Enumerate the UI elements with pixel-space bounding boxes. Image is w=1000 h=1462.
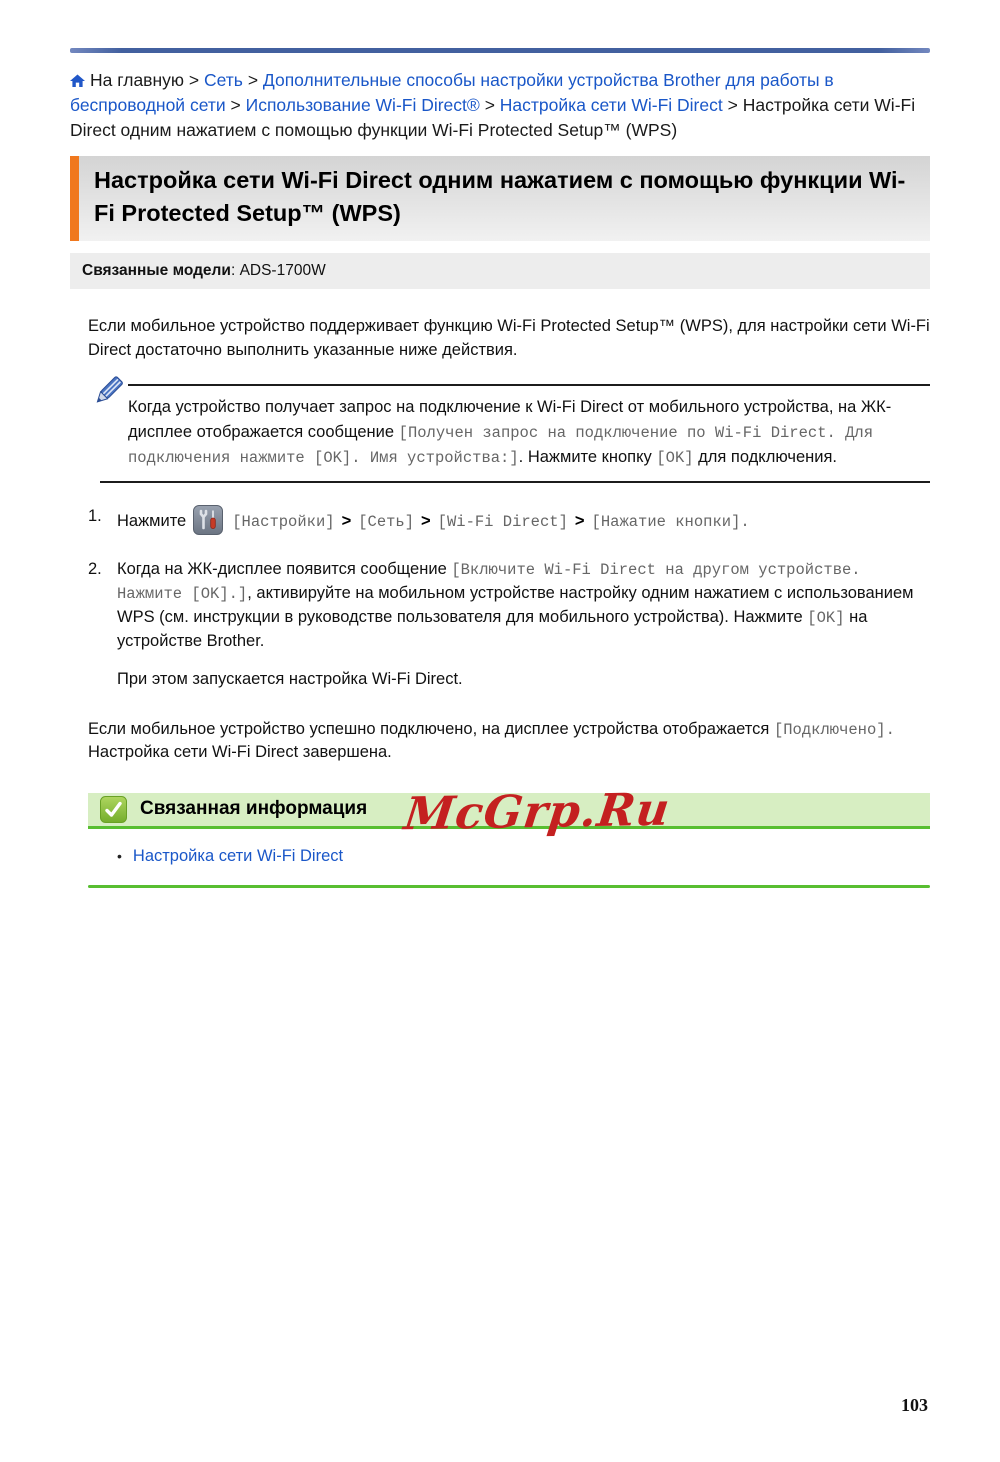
step-1-pre: Нажмите	[117, 512, 187, 531]
breadcrumb-separator: >	[188, 70, 200, 90]
closing-seg2: Настройка сети Wi-Fi Direct завершена.	[88, 743, 392, 762]
breadcrumb-current-page: Настройка сети Wi-Fi Direct одним нажатием с помощью функции Wi-Fi Protected Setup™ (WPS)	[70, 94, 916, 140]
bullet-marker: •	[117, 847, 122, 864]
settings-icon	[193, 505, 223, 543]
step-2-seg1: Когда на ЖК-дисплее появится сообщение	[117, 560, 452, 579]
page-number: 103	[901, 1395, 928, 1415]
closing-seg1: Если мобильное устройство успешно подключено, на дисплее устройства отображается	[88, 719, 774, 738]
related-info-title: Связанная информация	[140, 798, 368, 820]
menu-separator: >	[574, 512, 585, 531]
page-title: Настройка сети Wi-Fi Direct одним нажатием с помощью функции Wi-Fi Protected Setup™ (WPS)	[70, 156, 930, 242]
intro-paragraph: Если мобильное устройство поддерживает функцию Wi-Fi Protected Setup™ (WPS), для настройки сети Wi-Fi Direct достаточно выполнить указанные ниже действия.	[88, 317, 930, 359]
watermark-text: McGrp.Ru	[401, 782, 674, 841]
note-seg3: для подключения.	[693, 448, 837, 467]
breadcrumb-link-network[interactable]: Сеть	[204, 70, 243, 90]
note-seg1: Когда устройство получает запрос на подключение к Wi-Fi Direct от мобильного устройства, на ЖК-дисплее отображается сообщение	[128, 398, 892, 441]
related-link-item	[117, 847, 930, 866]
checkmark-icon	[100, 796, 127, 823]
step-2-paragraph	[117, 558, 930, 654]
step-1-period: .	[740, 513, 750, 532]
related-models-value: ADS-1700W	[239, 262, 326, 280]
step-2-seg2: , активируйте на мобильном устройстве настройку одним нажатием с использованием WPS (см. инструкции в руководстве пользователя для мобильного устройства). Нажмите	[117, 584, 914, 627]
breadcrumb-separator: >	[247, 70, 259, 90]
bottom-green-divider	[88, 885, 930, 888]
breadcrumb-separator: >	[727, 94, 738, 115]
step-2-seg3: на устройстве Brother.	[117, 608, 868, 651]
step-2-result: При этом запускается настройка Wi-Fi Direct.	[117, 669, 463, 688]
step-2	[88, 558, 930, 692]
related-models-label: Связанные модели	[82, 262, 231, 280]
related-models-box	[70, 253, 930, 289]
step-2-lcd-message: [Включите Wi-Fi Direct на другом устройстве. Нажмите [OK].]	[117, 561, 861, 604]
closing-paragraph	[88, 718, 930, 765]
menu-item-wifi-direct: [Wi-Fi Direct]	[437, 513, 568, 532]
note-ok-key: [OK]	[656, 449, 694, 468]
note-box	[100, 384, 930, 483]
menu-separator: >	[421, 512, 431, 531]
home-icon	[70, 74, 85, 87]
top-divider	[70, 48, 930, 53]
breadcrumb-link-wifi-direct-setup[interactable]: Настройка сети Wi-Fi Direct	[499, 94, 723, 115]
menu-separator: >	[341, 512, 352, 531]
steps-list	[88, 505, 930, 692]
step-2-number: 2.	[88, 560, 102, 579]
menu-item-push-button: [Нажатие кнопки]	[591, 513, 741, 532]
note-text	[100, 386, 930, 470]
step-2-text	[117, 558, 930, 692]
breadcrumb-separator: >	[230, 94, 241, 115]
related-link-wifi-direct-setup[interactable]: Настройка сети Wi-Fi Direct	[132, 846, 344, 865]
related-info-section	[70, 782, 930, 888]
breadcrumb-home-label: На главную	[90, 70, 185, 90]
breadcrumb	[70, 68, 930, 143]
pencil-icon	[88, 372, 128, 417]
breadcrumb-link-wifi-direct-usage[interactable]: Использование Wi-Fi Direct®	[245, 94, 480, 115]
step-2-ok-key: [OK]	[807, 609, 845, 628]
manual-page	[0, 48, 1000, 888]
breadcrumb-link-additional-methods[interactable]: Дополнительные способы настройки устройства Brother для работы в беспроводной сети	[70, 70, 834, 115]
menu-item-network: [Сеть]	[358, 513, 415, 532]
closing-connected-message: [Подключено].	[773, 720, 895, 739]
menu-item-settings: [Настройки]	[232, 513, 335, 532]
related-models-separator: :	[230, 262, 240, 280]
step-1	[88, 505, 930, 543]
step-1-number: 1.	[88, 507, 102, 526]
breadcrumb-separator: >	[484, 94, 495, 115]
breadcrumb-home[interactable]	[70, 70, 184, 90]
note-seg2: . Нажмите кнопку	[518, 448, 657, 467]
note-lcd-message: [Получен запрос на подключение по Wi-Fi Direct. Для подключения нажмите [OK]. Имя устройства:]	[128, 423, 874, 468]
step-1-text	[117, 505, 930, 543]
